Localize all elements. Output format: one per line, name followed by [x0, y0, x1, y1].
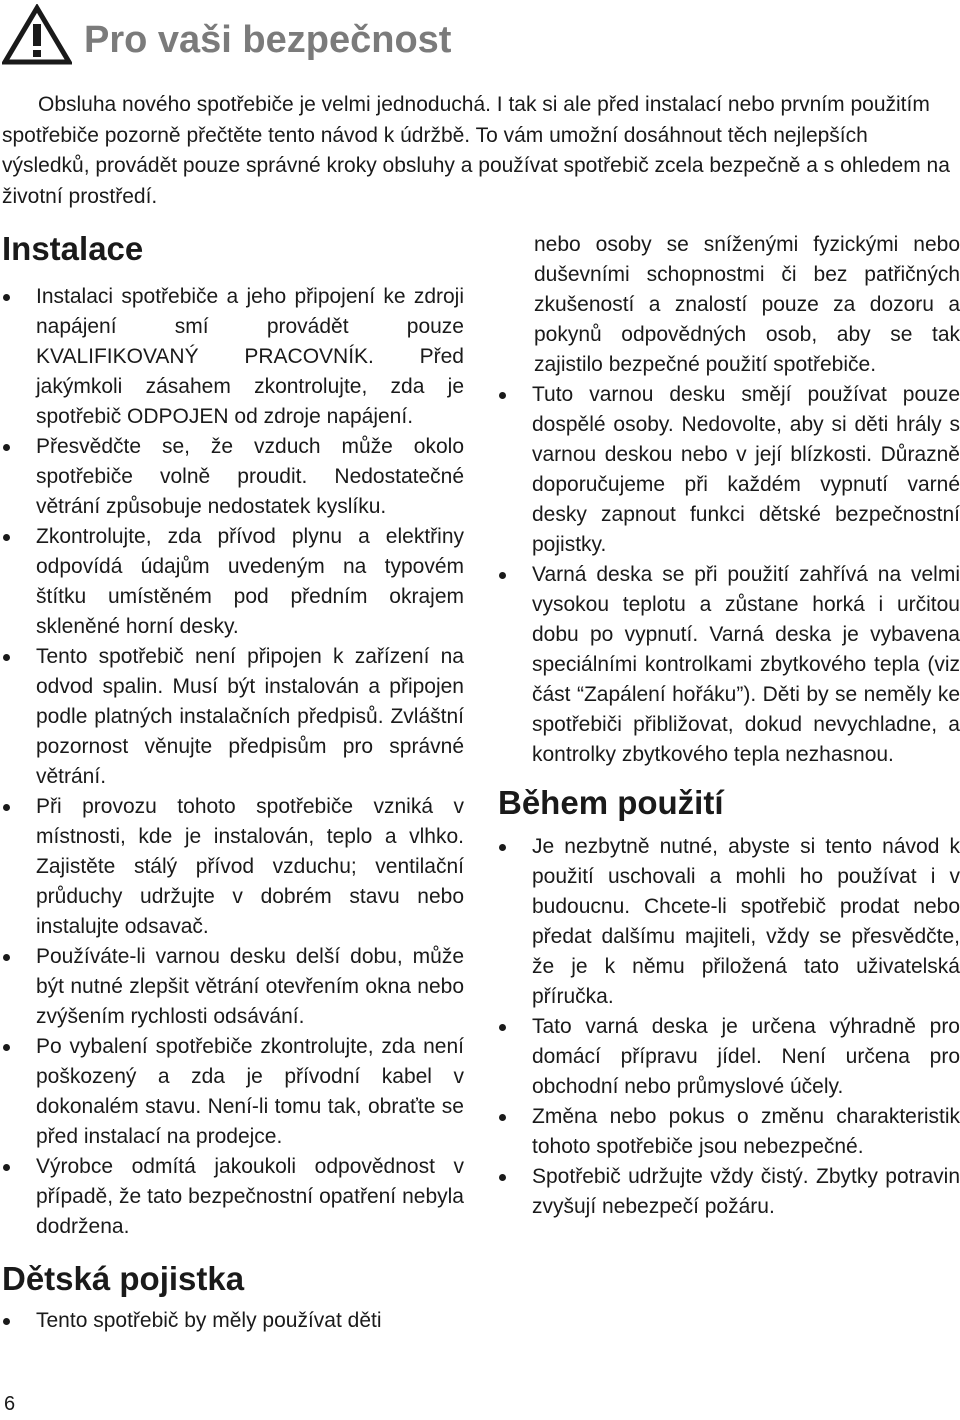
bullet-icon: [3, 654, 10, 661]
bullet-icon: [3, 444, 10, 451]
list-item-text: Změna nebo pokus o změnu charakteristik tohoto spotřebiče jsou nebezpečné.: [532, 1105, 960, 1158]
list-item: [2, 432, 464, 522]
list-item-text: Při provozu tohoto spotřebiče vzniká v místnosti, kde je instalován, teplo a vlhko. Zajistěte stálý přívod vzduchu; ventilační průduchy udržujte v dobrém stavu nebo instalujte odsavač.: [36, 795, 464, 938]
detska-pojistka-list-start: [2, 1306, 464, 1336]
list-item: [2, 1152, 464, 1242]
bullet-icon: [499, 392, 506, 399]
section-heading-detska-pojistka: Dětská pojistka: [2, 1260, 245, 1297]
section-heading-behem-pouziti: Během použití: [498, 784, 724, 821]
intro-paragraph: Obsluha nového spotřebiče je velmi jednoduchá. I tak si ale před instalací nebo prvním použitím spotřebiče pozorně přečtěte tento návod k údržbě. To vám umožní dosáhnout těch nejlepších výsledků, provádět pouze správné kroky obsluhy a používat spotřebič zcela bezpečně a s ohledem na životní prostředí.: [2, 93, 950, 208]
list-item-text: Výrobce odmítá jakoukoli odpovědnost v případě, že tato bezpečnostní opatření nebyla dodržena.: [36, 1155, 464, 1238]
instalace-list: [2, 282, 464, 1242]
list-item: [2, 522, 464, 642]
bullet-icon: [3, 1164, 10, 1171]
list-item-text: Přesvědčte se, že vzduch může okolo spotřebiče volně proudit. Nedostatečné větrání způsobuje nedostatek kyslíku.: [36, 435, 464, 518]
list-item-continuation: nebo osoby se sníženými fyzickými nebo duševními schopnostmi či bez patřičných zkušeností a znalostí pouze za dozoru a pokynů odpovědných osob, aby se tak zajistilo bezpečné použití spotřebiče.: [534, 233, 960, 376]
list-item: [2, 1032, 464, 1152]
bullet-icon: [499, 1114, 506, 1121]
list-item-text: Tato varná deska je určena výhradně pro domácí přípravu jídel. Není určena pro obchodní nebo průmyslové účely.: [532, 1015, 960, 1098]
right-column: [498, 230, 960, 1222]
bullet-icon: [499, 572, 506, 579]
section-heading-instalace: Instalace: [2, 230, 144, 267]
list-item-text: Je nezbytně nutné, abyste si tento návod k použití uschovali a mohli ho používat i v budoucnu. Chcete-li spotřebič prodat nebo předat dalšímu majiteli, vždy se přesvědčte, že je k němu přiložená tato uživatelská příručka.: [532, 835, 960, 1008]
list-item: [498, 1162, 960, 1222]
behem-pouziti-list: [498, 832, 960, 1222]
list-item: [2, 642, 464, 792]
list-item: [2, 792, 464, 942]
list-item-text: Instalaci spotřebiče a jeho připojení ke zdroji napájení smí provádět pouze KVALIFIKOVANÝ PRACOVNÍK. Před jakýmkoli zásahem zkontrolujte, zda je spotřebič ODPOJEN od zdroje napájení.: [36, 285, 464, 428]
list-item: [2, 942, 464, 1032]
detska-pojistka-list: [498, 380, 960, 770]
list-item-text: Používáte-li varnou desku delší dobu, může být nutné zlepšit větrání otevřením okna nebo zvýšením rychlosti odsávání.: [36, 945, 464, 1028]
list-item: [498, 1102, 960, 1162]
list-item-text: Zkontrolujte, zda přívod plynu a elektřiny odpovídá údajům uvedeným na typovém štítku umístěném pod předním okrajem skleněné horní desky.: [36, 525, 464, 638]
list-item: [2, 1306, 464, 1336]
list-item-text: Po vybalení spotřebiče zkontrolujte, zda není poškozený a zda je přívodní kabel v dokonalém stavu. Není-li tomu tak, obraťte se před instalací na prodejce.: [36, 1035, 464, 1148]
list-item: [498, 832, 960, 1012]
bullet-icon: [3, 954, 10, 961]
bullet-icon: [3, 1044, 10, 1051]
left-column: [2, 226, 464, 1336]
warning-triangle-icon: [2, 4, 72, 66]
bullet-icon: [499, 1174, 506, 1181]
list-item-text: Tuto varnou desku smějí používat pouze dospělé osoby. Nedovolte, aby si děti hrály s varnou deskou nebo v její blízkosti. Důrazně doporučujeme při každém vypnutí varné desky zapnout funkci dětské bezpečnostní pojistky.: [532, 383, 960, 556]
list-item: [2, 282, 464, 432]
list-item-text: Varná deska se při použití zahřívá na velmi vysokou teplotu a zůstane horká i určitou dobu po vypnutí. Varná deska je vybavena speciálními kontrolkami zbytkového tepla (viz část “Zapálení hořáku”). Děti by se neměly ke spotřebiči přibližovat, dokud nevychladne, a kontrolky zbytkového tepla nezhasnou.: [532, 563, 960, 766]
bullet-icon: [3, 294, 10, 301]
bullet-icon: [3, 534, 10, 541]
bullet-icon: [3, 1318, 10, 1325]
page-title: Pro vaši bezpečnost: [84, 19, 452, 61]
bullet-icon: [499, 1024, 506, 1031]
list-item-text: Spotřebič udržujte vždy čistý. Zbytky potravin zvyšují nebezpečí požáru.: [532, 1165, 960, 1218]
list-item: [498, 1012, 960, 1102]
list-item: [498, 560, 960, 770]
page-header: [0, 2, 960, 74]
list-item-text: Tento spotřebič není připojen k zařízení na odvod spalin. Musí být instalován a připojen podle platných instalačních předpisů. Zvláštní pozornost věnujte předpisům pro správné větrání.: [36, 645, 464, 788]
list-item-text: Tento spotřebič by měly používat děti: [36, 1309, 382, 1332]
list-item: [498, 380, 960, 560]
bullet-icon: [3, 804, 10, 811]
bullet-icon: [499, 844, 506, 851]
page-number: 6: [4, 1393, 16, 1415]
